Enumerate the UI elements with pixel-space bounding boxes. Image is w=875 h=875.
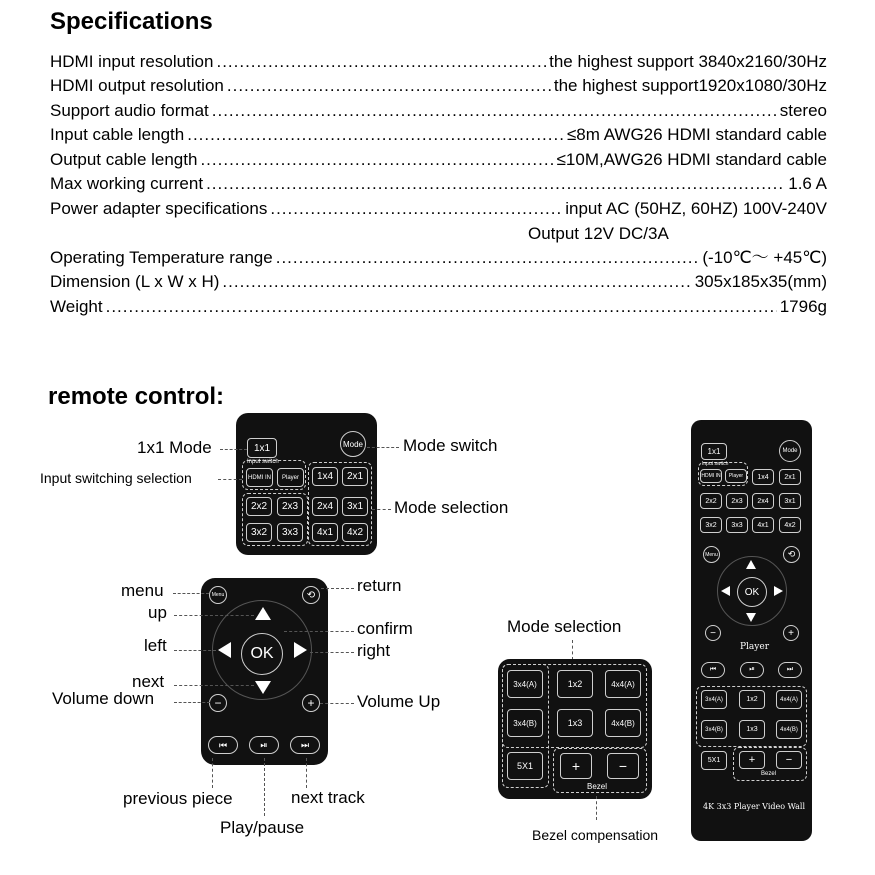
specifications-title: Specifications	[50, 8, 213, 35]
leader-line	[173, 593, 209, 594]
full-remote	[691, 420, 812, 841]
spec-label: HDMI input resolution	[50, 52, 214, 71]
volume-down-button[interactable]: −	[209, 694, 227, 712]
spec-row	[50, 148, 827, 172]
spec-value: the highest support1920x1080/30Hz	[553, 76, 827, 95]
leader-line	[310, 652, 354, 653]
leader-line	[174, 615, 254, 616]
label-1x1-mode: 1x1 Mode	[137, 438, 212, 457]
bezel-minus-button[interactable]: −	[607, 753, 639, 779]
remote-button-4x2[interactable]: 4x2	[779, 517, 801, 533]
dot-leader	[227, 74, 551, 98]
mode-button[interactable]: Mode	[340, 431, 366, 457]
remote-menu-button[interactable]: Menu	[703, 546, 720, 563]
spec-label: Power adapter specifications	[50, 199, 268, 218]
remote-button-5x1[interactable]: 5X1	[701, 751, 727, 770]
button-1x3[interactable]: 1x3	[557, 709, 593, 737]
spec-row	[50, 74, 827, 98]
button-1x4[interactable]: 1x4	[312, 467, 338, 486]
remote-button-3x2[interactable]: 3x2	[700, 517, 722, 533]
remote-ok-button[interactable]: OK	[737, 577, 767, 607]
dot-leader	[276, 246, 700, 270]
remote-volume-up-button[interactable]: +	[783, 625, 799, 641]
leader-line	[596, 796, 597, 820]
label-mode-selection-2: Mode selection	[507, 617, 622, 636]
dot-leader	[206, 172, 785, 196]
remote-button-3x3[interactable]: 3x3	[726, 517, 748, 533]
remote-previous-button[interactable]	[701, 662, 725, 678]
spec-value: 305x185x35(mm)	[694, 272, 827, 291]
remote-play-pause-button[interactable]	[740, 662, 764, 678]
dot-leader	[222, 270, 691, 294]
input-switch-label: Input switch	[247, 459, 279, 465]
remote-button-3x4b[interactable]: 3x4(B)	[701, 720, 727, 739]
next-track-icon: ⏭	[786, 666, 794, 673]
remote-bezel-plus-button[interactable]: +	[739, 751, 765, 769]
remote-button-4x4b[interactable]: 4x4(B)	[776, 720, 802, 739]
return-icon: ⟲	[306, 589, 316, 601]
label-next: next	[132, 672, 165, 691]
play-pause-icon: ⏯	[749, 666, 755, 673]
remote-player-button[interactable]: Player	[725, 469, 747, 483]
button-4x4a[interactable]: 4x4(A)	[605, 670, 641, 698]
spec-row	[50, 197, 827, 221]
spec-label: HDMI output resolution	[50, 76, 224, 95]
remote-button-2x1[interactable]: 2x1	[779, 469, 801, 485]
leader-line	[284, 631, 354, 632]
button-2x2[interactable]: 2x2	[246, 497, 272, 516]
dot-leader	[187, 123, 564, 147]
hdmi-in-button[interactable]: HDMI IN	[246, 468, 273, 487]
label-left: left	[144, 636, 167, 655]
volume-up-button[interactable]: +	[302, 694, 320, 712]
label-bezel-compensation: Bezel compensation	[532, 827, 659, 843]
remote-button-3x4a[interactable]: 3x4(A)	[701, 690, 727, 709]
remote-bezel-minus-button[interactable]: −	[776, 751, 802, 769]
leader-line	[220, 449, 247, 450]
leader-line	[320, 703, 354, 704]
right-arrow-icon[interactable]	[774, 586, 783, 596]
button-2x3[interactable]: 2x3	[277, 497, 303, 516]
spec-label: Weight	[50, 297, 103, 316]
remote-button-1x3[interactable]: 1x3	[739, 720, 765, 739]
spec-row	[50, 123, 827, 147]
spec-value: (-10℃～ +45℃)	[702, 248, 827, 267]
label-confirm: confirm	[357, 619, 413, 638]
down-arrow-icon[interactable]	[255, 681, 271, 694]
button-1x2[interactable]: 1x2	[557, 670, 593, 698]
down-arrow-icon[interactable]	[746, 613, 756, 622]
navigation-panel	[201, 578, 328, 765]
up-arrow-icon[interactable]	[255, 607, 271, 620]
spec-row	[50, 99, 827, 123]
button-3x2[interactable]: 3x2	[246, 523, 272, 542]
remote-control-title: remote control:	[48, 383, 225, 410]
label-up: up	[148, 603, 167, 622]
player-button[interactable]: Player	[277, 468, 304, 487]
button-3x4a[interactable]: 3x4(A)	[507, 670, 543, 698]
leader-line	[174, 650, 216, 651]
leader-line	[212, 758, 213, 788]
spec-row	[50, 50, 827, 74]
leader-line	[264, 758, 265, 816]
spec-label: Dimension (L x W x H)	[50, 272, 220, 291]
dot-leader	[200, 148, 553, 172]
bezel-plus-button[interactable]: +	[560, 753, 592, 779]
previous-button[interactable]	[208, 736, 238, 754]
remote-button-1x2[interactable]: 1x2	[739, 690, 765, 709]
remote-bezel-label: Bezel	[761, 771, 777, 777]
button-4x2[interactable]: 4x2	[342, 523, 368, 542]
label-play-pause: Play/pause	[220, 818, 305, 837]
dot-leader	[106, 295, 777, 319]
left-arrow-icon[interactable]	[721, 586, 730, 596]
leader-line	[321, 588, 354, 589]
remote-next-track-button[interactable]	[778, 662, 802, 678]
label-next-track: next track	[291, 788, 365, 807]
leader-line	[372, 509, 391, 510]
label-volume-down: Volume down	[52, 689, 155, 708]
spec-label: Max working current	[50, 174, 204, 193]
remote-button-4x1[interactable]: 4x1	[752, 517, 774, 533]
spec-row	[50, 270, 827, 294]
return-button[interactable]	[302, 586, 320, 604]
leader-line	[572, 640, 573, 660]
spec-value: the highest support 3840x2160/30Hz	[549, 52, 827, 71]
spec-label: Support audio format	[50, 101, 209, 120]
remote-button-4x4a[interactable]: 4x4(A)	[776, 690, 802, 709]
up-arrow-icon[interactable]	[746, 560, 756, 569]
spec-label: Operating Temperature range	[50, 248, 273, 267]
spec-row	[50, 246, 827, 270]
leader-line	[218, 479, 242, 480]
remote-button-2x3[interactable]: 2x3	[726, 493, 748, 509]
remote-return-button[interactable]	[783, 546, 800, 563]
remote-button-1x4[interactable]: 1x4	[752, 469, 774, 485]
bezel-label: Bezel	[587, 782, 608, 791]
spec-value: 1.6 A	[788, 174, 827, 193]
button-1x1[interactable]: 1x1	[247, 438, 277, 458]
remote-button-2x2[interactable]: 2x2	[700, 493, 722, 509]
button-4x4b[interactable]: 4x4(B)	[605, 709, 641, 737]
previous-track-icon: ⏮	[709, 666, 717, 673]
spec-row	[50, 295, 827, 319]
button-3x1[interactable]: 3x1	[342, 497, 368, 516]
remote-mode-button[interactable]: Mode	[779, 440, 801, 462]
leader-line	[174, 685, 254, 686]
remote-player-label: Player	[740, 642, 770, 652]
remote-button-2x4[interactable]: 2x4	[752, 493, 774, 509]
remote-volume-down-button[interactable]: −	[705, 625, 721, 641]
dot-leader	[216, 50, 546, 74]
button-5x1[interactable]: 5X1	[507, 752, 543, 780]
remote-input-switch-label: Input switch	[702, 461, 729, 467]
label-input-switching: Input switching selection	[40, 470, 192, 486]
mode-button-panel	[236, 413, 377, 555]
spec-label: Output cable length	[50, 150, 198, 169]
label-mode-selection: Mode selection	[394, 498, 509, 517]
previous-track-icon: ⏮	[218, 739, 228, 750]
button-2x4[interactable]: 2x4	[312, 497, 338, 516]
left-arrow-icon[interactable]	[218, 642, 231, 658]
ok-button[interactable]: OK	[241, 633, 283, 675]
spec-value: ≤8m AWG26 HDMI standard cable	[566, 125, 827, 144]
label-return: return	[357, 576, 402, 595]
next-track-icon: ⏭	[300, 739, 310, 750]
right-arrow-icon[interactable]	[294, 642, 307, 658]
label-right: right	[357, 641, 391, 660]
remote-button-3x1[interactable]: 3x1	[779, 493, 801, 509]
dot-leader	[270, 197, 562, 221]
button-2x1[interactable]: 2x1	[342, 467, 368, 486]
spec-value: input AC (50HZ, 60HZ) 100V-240V	[565, 199, 827, 218]
label-previous-piece: previous piece	[123, 789, 233, 808]
button-3x4b[interactable]: 3x4(B)	[507, 709, 543, 737]
spec-value: 1796g	[779, 297, 827, 316]
spec-value: stereo	[779, 101, 827, 120]
spec-label: Input cable length	[50, 125, 185, 144]
menu-button[interactable]: Menu	[209, 586, 227, 604]
next-track-button[interactable]	[290, 736, 320, 754]
remote-button-1x1[interactable]: 1x1	[701, 443, 727, 460]
return-icon: ⟲	[787, 549, 796, 559]
button-3x3[interactable]: 3x3	[277, 523, 303, 542]
play-pause-icon: ⏯	[260, 739, 268, 750]
leader-line	[367, 447, 399, 448]
spec-row	[50, 172, 827, 196]
remote-footer-label: 4K 3x3 Player Video Wall	[703, 802, 805, 811]
leader-line	[306, 758, 307, 788]
button-4x1[interactable]: 4x1	[312, 523, 338, 542]
dot-leader	[212, 99, 777, 123]
bezel-panel	[498, 659, 652, 799]
label-mode-switch: Mode switch	[403, 436, 498, 455]
label-menu: menu	[121, 581, 164, 600]
leader-line	[174, 702, 210, 703]
remote-hdmi-in-button[interactable]: HDMI IN	[700, 469, 722, 483]
spec-value: ≤10M,AWG26 HDMI standard cable	[556, 150, 827, 169]
play-pause-button[interactable]	[249, 736, 279, 754]
label-volume-up: Volume Up	[357, 692, 441, 711]
power-adapter-output: Output 12V DC/3A	[528, 224, 669, 243]
